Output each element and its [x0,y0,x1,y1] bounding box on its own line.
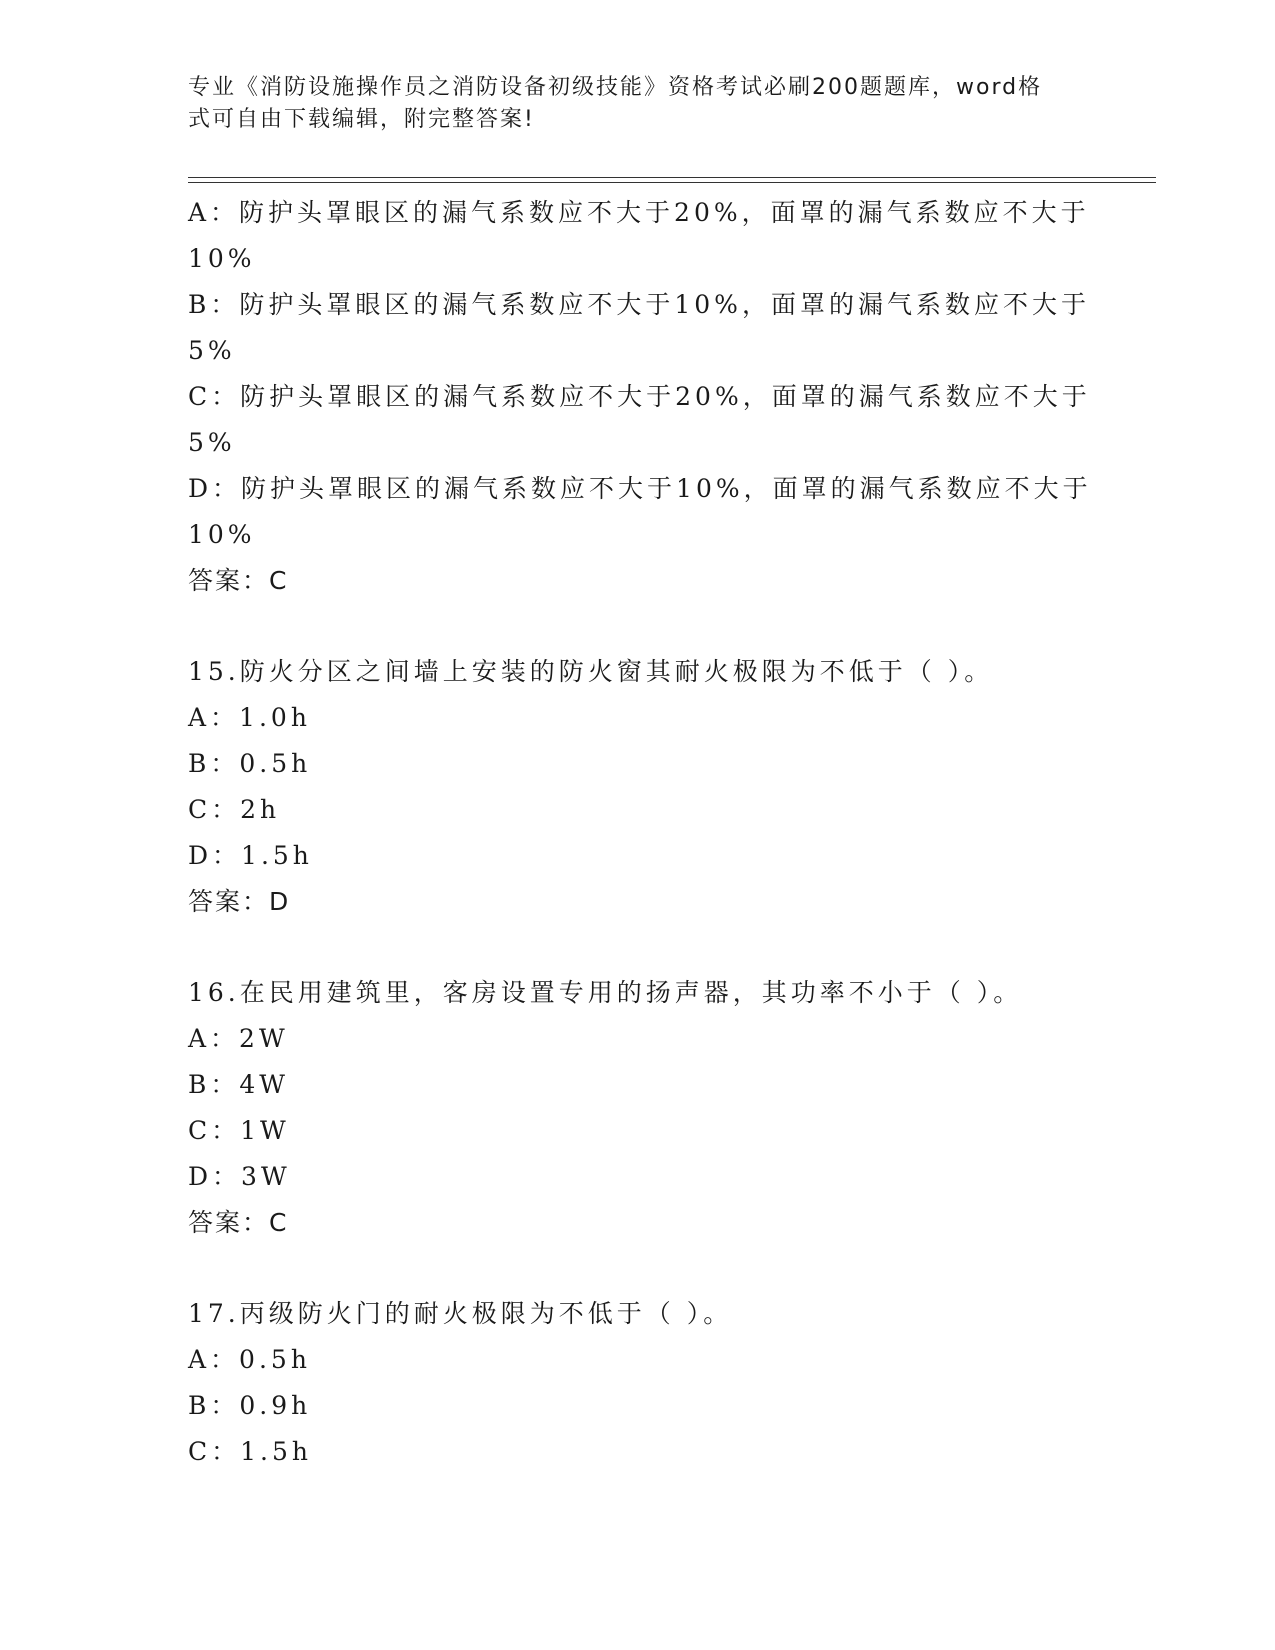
header-divider-top [188,177,1156,178]
option-b: B：0.9h [188,1391,312,1420]
header-divider-bottom [188,182,1156,183]
option-c-line-2: 5% [188,428,236,457]
option-d-line-2: 10% [188,520,256,549]
option-c: C：2h [188,795,281,824]
question-15 [188,649,1088,925]
option-d: D：3W [188,1162,291,1191]
spacer [188,925,1088,970]
option-a: A：2W [188,1024,289,1053]
answer-16: 答案：C [188,1208,289,1237]
option-b: B：0.5h [188,749,312,778]
question-16 [188,970,1088,1246]
question-list [188,190,1092,1475]
option-a-line-1: A：防护头罩眼区的漏气系数应不大于20%，面罩的漏气系数应不大于 [188,198,1090,227]
option-b: B：4W [188,1070,289,1099]
option-b-line-2: 5% [188,336,236,365]
option-a-line-2: 10% [188,244,256,273]
spacer [188,1246,1088,1291]
answer-15: 答案：D [188,887,291,916]
header-line-1: 专业《消防设施操作员之消防设备初级技能》资格考试必刷200题题库，word格 [188,75,1043,100]
document-header [188,72,1068,136]
spacer [188,604,1088,649]
option-a: A：1.0h [188,703,311,732]
question-17 [188,1291,1088,1475]
answer-14: 答案：C [188,566,289,595]
question-text: 15.防火分区之间墙上安装的防火窗其耐火极限为不低于（ ）。 [188,657,994,686]
header-line-2: 式可自由下载编辑，附完整答案! [188,107,535,132]
question-text: 17.丙级防火门的耐火极限为不低于（ ）。 [188,1299,733,1328]
option-c-line-1: C：防护头罩眼区的漏气系数应不大于20%，面罩的漏气系数应不大于 [188,382,1091,411]
option-b-line-1: B：防护头罩眼区的漏气系数应不大于10%，面罩的漏气系数应不大于 [188,290,1090,319]
option-a: A：0.5h [188,1345,311,1374]
question-14 [188,190,1092,604]
option-d-line-1: D：防护头罩眼区的漏气系数应不大于10%，面罩的漏气系数应不大于 [188,474,1092,503]
option-c: C：1W [188,1116,290,1145]
option-d: D：1.5h [188,841,313,870]
question-text: 16.在民用建筑里，客房设置专用的扬声器，其功率不小于（ ）。 [188,978,1023,1007]
option-c: C：1.5h [188,1437,312,1466]
